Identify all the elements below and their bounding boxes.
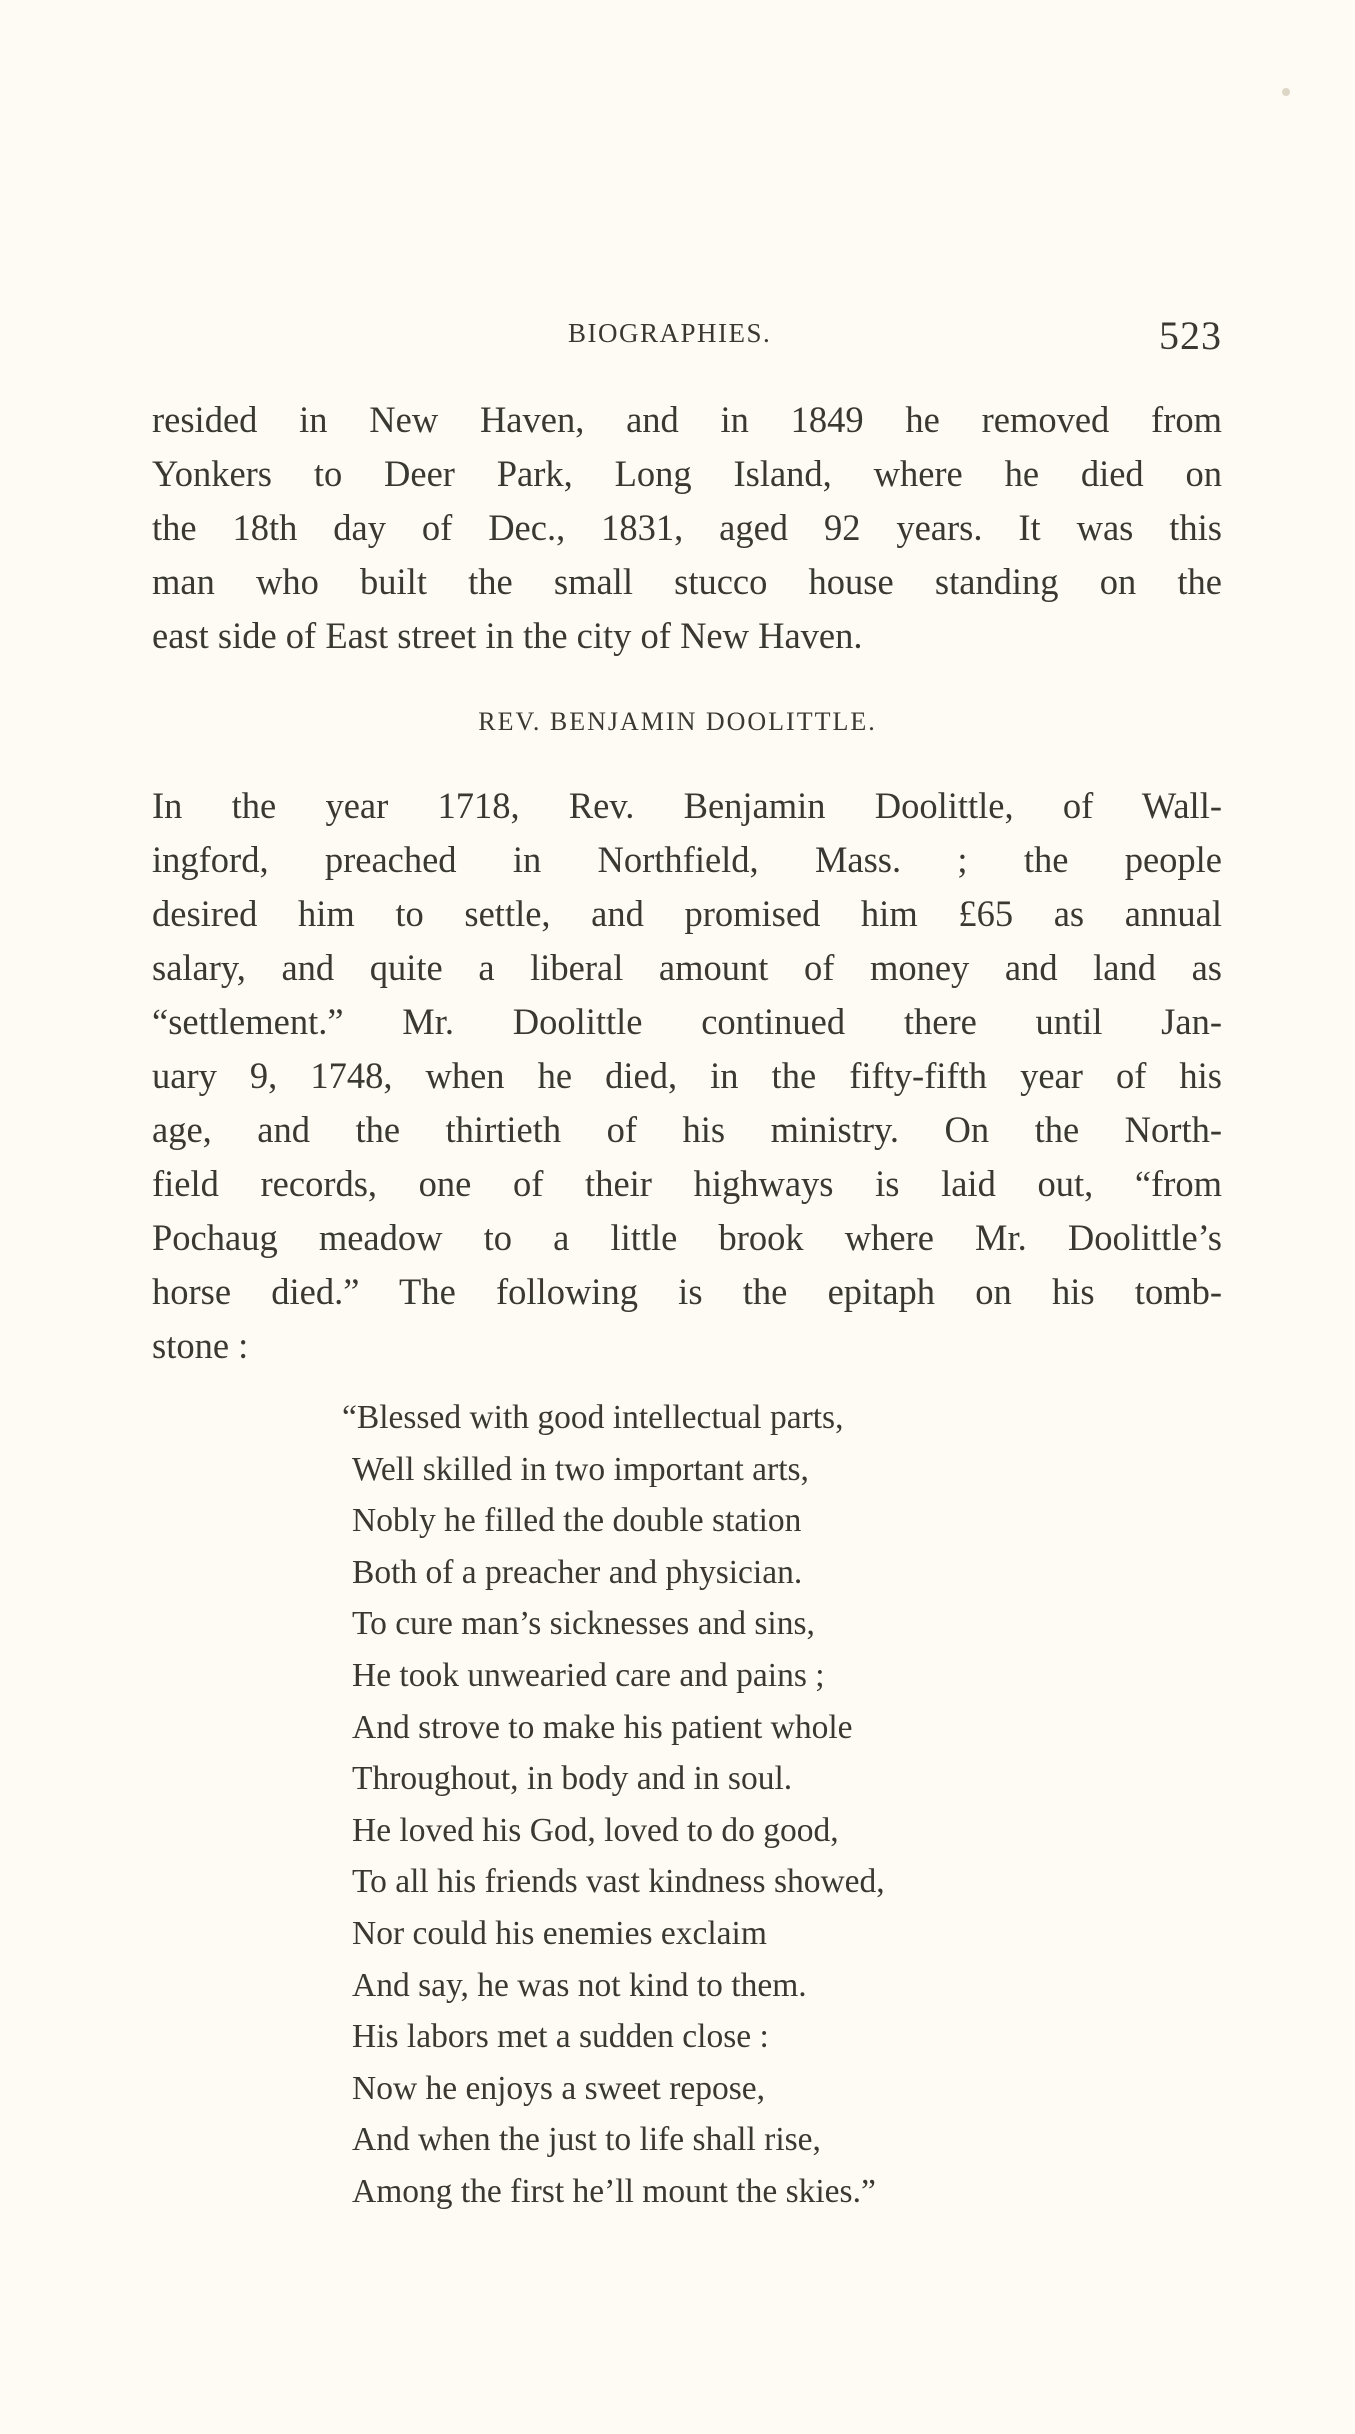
paragraph-line: Pochaug meadow to a little brook where Mr. Doolittle’s xyxy=(152,1217,1222,1258)
verse-line: Throughout, in body and in soul. xyxy=(352,1760,793,1798)
verse-line: Nor could his enemies exclaim xyxy=(352,1914,767,1952)
verse-line: He took unwearied care and pains ; xyxy=(352,1656,825,1694)
verse-line: And strove to make his patient whole xyxy=(352,1708,853,1746)
verse-line: And when the just to life shall rise, xyxy=(352,2121,821,2159)
verse-line: His labors met a sudden close : xyxy=(352,2018,769,2056)
paragraph-line: stone : xyxy=(152,1325,249,1366)
paragraph-line: salary, and quite a liberal amount of money and land as xyxy=(152,947,1222,988)
paragraph-two xyxy=(152,779,1222,1373)
verse-line: To all his friends vast kindness showed, xyxy=(352,1863,885,1901)
paragraph-line: Yonkers to Deer Park, Long Island, where he died on xyxy=(152,453,1222,494)
paragraph-line: uary 9, 1748, when he died, in the fifty-fifth year of his xyxy=(152,1055,1222,1096)
verse-line: To cure man’s sicknesses and sins, xyxy=(352,1605,815,1643)
verse-line: Both of a preacher and physician. xyxy=(352,1553,803,1591)
running-title: BIOGRAPHIES. xyxy=(568,318,772,348)
paragraph-line: man who built the small stucco house standing on the xyxy=(152,561,1222,602)
verse-line: “Blessed with good intellectual parts, xyxy=(342,1399,844,1436)
section-heading: REV. BENJAMIN DOOLITTLE. xyxy=(478,707,877,736)
paragraph-line: the 18th day of Dec., 1831, aged 92 years. It was this xyxy=(152,507,1222,548)
paper-speck xyxy=(1282,88,1290,96)
paragraph-line: desired him to settle, and promised him £65 as annual xyxy=(152,893,1222,934)
paragraph-one xyxy=(152,393,1222,663)
paragraph-line: east side of East street in the city of New Haven. xyxy=(152,615,863,656)
verse-line: Now he enjoys a sweet repose, xyxy=(352,2069,766,2107)
page-number: 523 xyxy=(1159,313,1222,358)
paragraph-line: In the year 1718, Rev. Benjamin Doolittle, of Wall- xyxy=(152,785,1222,826)
paragraph-line: age, and the thirtieth of his ministry. On the North- xyxy=(152,1109,1222,1150)
paragraph-line: resided in New Haven, and in 1849 he removed from xyxy=(152,399,1222,440)
verse-line: Nobly he filled the double station xyxy=(352,1502,802,1540)
verse-line: He loved his God, loved to do good, xyxy=(352,1811,839,1849)
paragraph-line: horse died.” The following is the epitaph on his tomb- xyxy=(152,1271,1222,1312)
epitaph-verse xyxy=(342,1392,885,2218)
running-head xyxy=(152,312,1222,362)
paragraph-line: ingford, preached in Northfield, Mass. ; the people xyxy=(152,839,1222,880)
verse-line: Well skilled in two important arts, xyxy=(352,1450,809,1488)
paragraph-line: field records, one of their highways is laid out, “from xyxy=(152,1163,1222,1204)
verse-line: Among the first he’ll mount the skies.” xyxy=(352,2172,876,2210)
paragraph-line: “settlement.” Mr. Doolittle continued there until Jan- xyxy=(152,1001,1222,1042)
verse-line: And say, he was not kind to them. xyxy=(352,1966,807,2004)
